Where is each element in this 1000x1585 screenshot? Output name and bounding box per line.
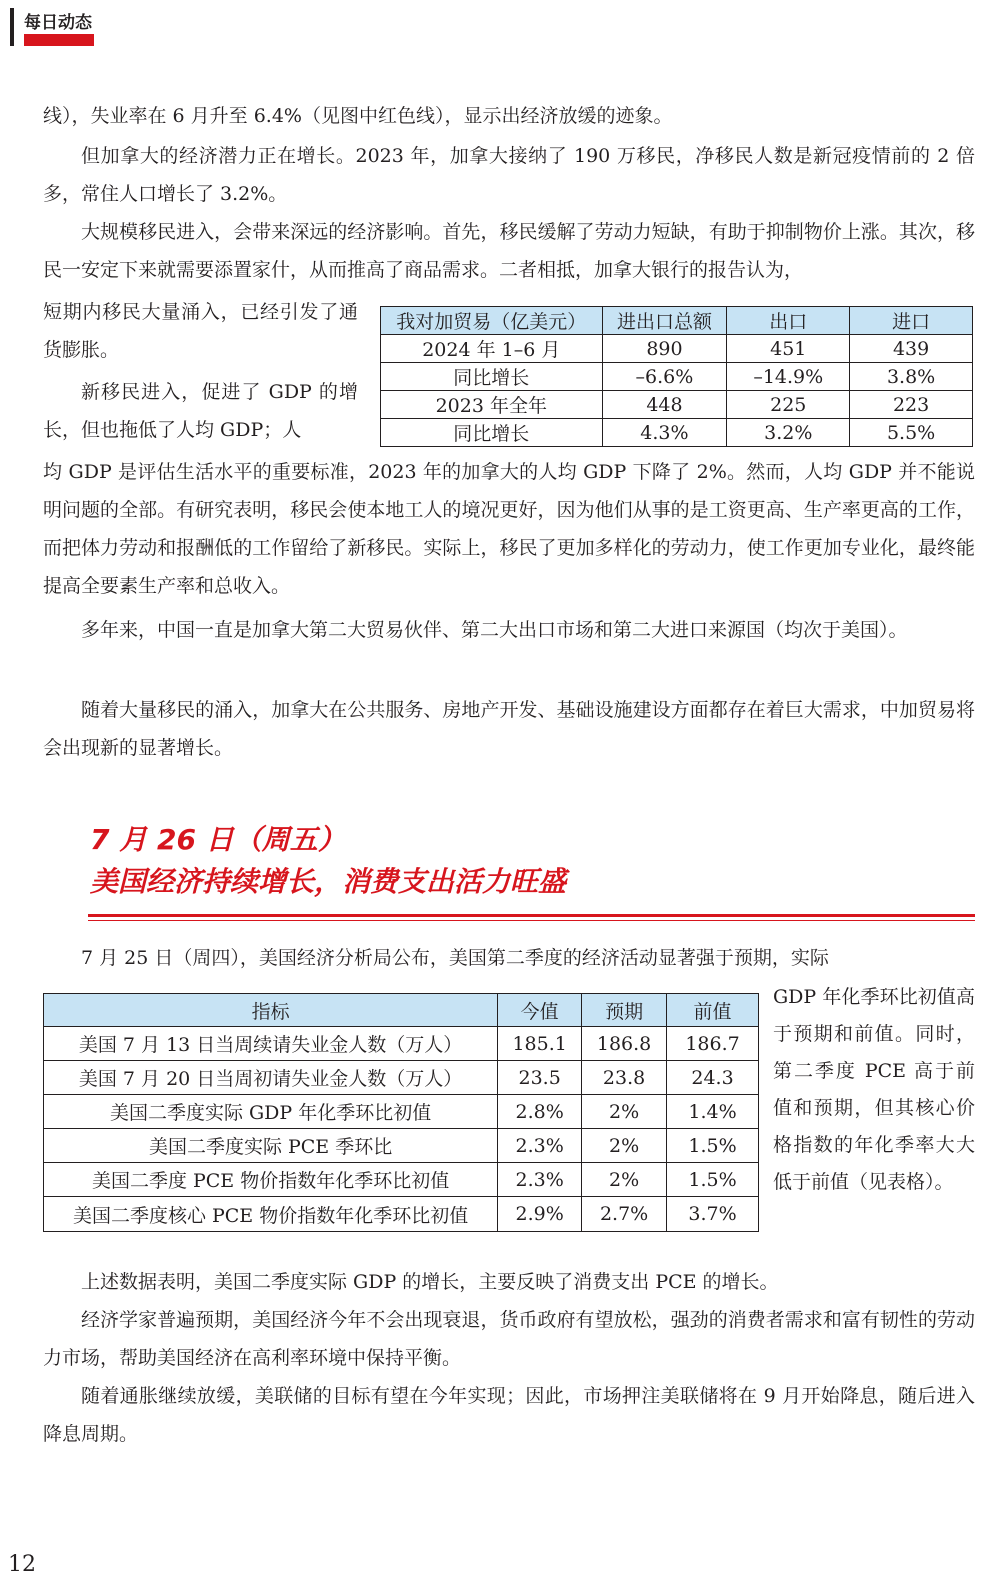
table-cell: 185.1 — [498, 1027, 582, 1061]
table-header-cell: 预期 — [582, 994, 667, 1027]
table-cell: 451 — [727, 335, 850, 363]
table-header-cell: 进出口总额 — [602, 307, 727, 335]
table-header-cell: 今值 — [498, 994, 582, 1027]
section-date-title: 7 月 26 日（周五） — [90, 823, 346, 856]
table-cell: 5.5% — [850, 419, 973, 447]
table-cell: 4.3% — [602, 419, 727, 447]
table-cell: 美国 7 月 13 日当周续请失业金人数（万人） — [44, 1027, 498, 1061]
table-cell: 223 — [850, 391, 973, 419]
us-side-paragraph: GDP 年化季环比初值高于预期和前值。同时，第二季度 PCE 高于前值和预期，但其核心价格指数的年化季率大大低于前值（见表格）。 — [773, 986, 975, 1193]
table-cell: 890 — [602, 335, 727, 363]
paragraph-4-side: 新移民进入，促进了 GDP 的增长，但也拖低了人均 GDP；人 — [43, 381, 358, 441]
table-cell: 24.3 — [667, 1061, 759, 1095]
table-cell: 美国二季度核心 PCE 物价指数年化季环比初值 — [44, 1197, 498, 1232]
table-cell: 美国 7 月 20 日当周初请失业金人数（万人） — [44, 1061, 498, 1095]
header-bar — [10, 8, 14, 46]
table-header-cell: 进口 — [850, 307, 973, 335]
table-cell: 448 — [602, 391, 727, 419]
table-cell: 同比增长 — [381, 363, 603, 391]
paragraph-6: 随着大量移民的涌入，加拿大在公共服务、房地产开发、基础设施建设方面都存在着巨大需求，中加贸易将会出现新的显著增长。 — [43, 699, 975, 759]
table-cell: 1.4% — [667, 1095, 759, 1129]
table-cell: 3.8% — [850, 363, 973, 391]
table-cell: –14.9% — [727, 363, 850, 391]
table-header-cell: 前值 — [667, 994, 759, 1027]
table-cell: 2.8% — [498, 1095, 582, 1129]
table-row — [44, 1027, 759, 1061]
paragraph-3: 大规模移民进入，会带来深远的经济影响。首先，移民缓解了劳动力短缺，有助于抑制物价上涨。其次，移民一安定下来就需要添置家什，从而推高了商品需求。二者相抵，加拿大银行的报告认为， — [43, 221, 975, 281]
us-paragraph-3: 随着通胀继续放缓，美联储的目标有望在今年实现；因此，市场押注美联储将在 9 月开始降息，随后进入降息周期。 — [43, 1385, 975, 1445]
table-cell: 2023 年全年 — [381, 391, 603, 419]
table-cell: 23.5 — [498, 1061, 582, 1095]
table-cell: 2024 年 1–6 月 — [381, 335, 603, 363]
us-paragraph-1: 上述数据表明，美国二季度实际 GDP 的增长，主要反映了消费支出 PCE 的增长。 — [81, 1271, 779, 1293]
table-cell: 美国二季度 PCE 物价指数年化季环比初值 — [44, 1163, 498, 1197]
section-headline: 美国经济持续增长，消费支出活力旺盛 — [90, 865, 567, 898]
section-header-label: 每日动态 — [24, 13, 92, 33]
table-cell: 1.5% — [667, 1163, 759, 1197]
table-cell: –6.6% — [602, 363, 727, 391]
table-row — [44, 1095, 759, 1129]
table-cell: 美国二季度实际 PCE 季环比 — [44, 1129, 498, 1163]
trade-table — [380, 306, 973, 447]
table-cell: 2.3% — [498, 1129, 582, 1163]
table-cell: 2% — [582, 1163, 667, 1197]
paragraph-2: 但加拿大的经济潜力正在增长。2023 年，加拿大接纳了 190 万移民，净移民人数是新冠疫情前的 2 倍多，常住人口增长了 3.2%。 — [43, 145, 975, 205]
table-row — [381, 335, 973, 363]
table-header-cell: 出口 — [727, 307, 850, 335]
table-row — [381, 363, 973, 391]
paragraph-1: 线），失业率在 6 月升至 6.4%（见图中红色线），显示出经济放缓的迹象。 — [43, 105, 673, 127]
table-cell: 2.3% — [498, 1163, 582, 1197]
table-cell: 同比增长 — [381, 419, 603, 447]
us-paragraph-2: 经济学家普遍预期，美国经济今年不会出现衰退，货币政府有望放松，强劲的消费者需求和富有韧性的劳动力市场，帮助美国经济在高利率环境中保持平衡。 — [43, 1309, 975, 1369]
table-cell: 3.2% — [727, 419, 850, 447]
us-intro-paragraph: 7 月 25 日（周四），美国经济分析局公布，美国第二季度的经济活动显著强于预期，实际 — [81, 947, 829, 969]
table-header-cell: 我对加贸易（亿美元） — [381, 307, 603, 335]
table-cell: 2% — [582, 1095, 667, 1129]
headline-rule-thick — [88, 914, 975, 917]
table-cell: 2.7% — [582, 1197, 667, 1232]
paragraph-4: 均 GDP 是评估生活水平的重要标准，2023 年的加拿大的人均 GDP 下降了 2%。然而，人均 GDP 并不能说明问题的全部。有研究表明，移民会使本地工人的境况更好，因为他们从事的是工资更高、生产率更高的工作，而把体力劳动和报酬低的工作留给了新移民。实际上，移民了更加多样化的劳动力，使工作更加专业化，最终能提高全要素生产率和总收入。 — [43, 461, 975, 597]
table-row — [44, 1197, 759, 1232]
table-row — [44, 1163, 759, 1197]
page-number: 12 — [8, 1552, 36, 1577]
table-row — [381, 419, 973, 447]
table-cell: 3.7% — [667, 1197, 759, 1232]
paragraph-3-continued: 短期内移民大量涌入，已经引发了通货膨胀。 — [43, 301, 358, 361]
table-row — [44, 1061, 759, 1095]
table-cell: 2.9% — [498, 1197, 582, 1232]
paragraph-5: 多年来，中国一直是加拿大第二大贸易伙伴、第二大出口市场和第二大进口来源国（均次于美国）。 — [81, 619, 908, 641]
table-cell: 美国二季度实际 GDP 年化季环比初值 — [44, 1095, 498, 1129]
table-cell: 439 — [850, 335, 973, 363]
table-cell: 186.8 — [582, 1027, 667, 1061]
table-cell: 1.5% — [667, 1129, 759, 1163]
header-underline — [24, 34, 94, 46]
table-header-cell: 指标 — [44, 994, 498, 1027]
table-row — [44, 1129, 759, 1163]
table-row — [381, 391, 973, 419]
table-cell: 186.7 — [667, 1027, 759, 1061]
us-indicator-table — [43, 993, 759, 1232]
table-cell: 23.8 — [582, 1061, 667, 1095]
table-cell: 2% — [582, 1129, 667, 1163]
headline-rule-thin — [88, 920, 975, 921]
table-cell: 225 — [727, 391, 850, 419]
